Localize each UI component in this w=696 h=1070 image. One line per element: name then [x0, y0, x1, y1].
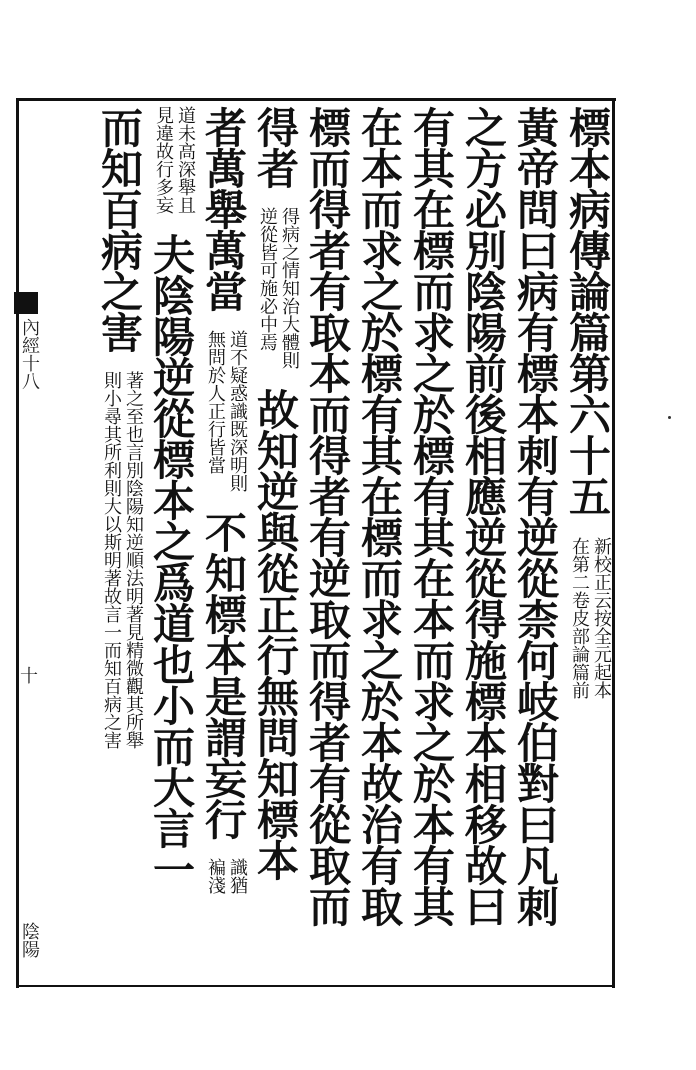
margin-page-number: 十: [20, 666, 38, 687]
text-column-8: [196, 106, 248, 981]
column-9-note-right: 道未高深舉且: [175, 106, 196, 214]
column-9-note: [150, 106, 196, 214]
column-7-note-left: 逆從皆可施必中焉: [257, 207, 278, 351]
column-8-text-b: 不知標本是謂妄行: [199, 511, 248, 839]
column-7-note: [254, 207, 300, 369]
column-9-note-left: 見違故行多妄: [153, 106, 174, 214]
column-8-note-b-left: 褊淺: [205, 858, 226, 894]
text-column-9: [144, 106, 196, 981]
fishtail-mark-icon: [14, 292, 38, 314]
text-column-3: 之方必別陰陽前後相應逆從得施標本相移故曰: [459, 106, 508, 926]
text-column-5: 在本而求之於標有其在標而求之於本故治有取: [355, 106, 404, 926]
column-10-text-a: 而知百病之害: [95, 106, 144, 352]
title-note-left: 在第二卷皮部論篇前: [569, 537, 590, 699]
column-10-note-left: 則小尋其所利則大以斯明著故言一而知百病之害: [101, 371, 122, 749]
text-column-6: 標而得者有取本而得者有逆取而得者有從取而: [303, 106, 352, 926]
column-7-text-a: 得者: [251, 106, 300, 188]
text-column-1: [560, 106, 612, 981]
column-8-note-b: [202, 858, 248, 894]
title-note-right: 新校正云按全元起本: [591, 537, 612, 699]
frame-right-rule: [612, 98, 615, 988]
margin-section-label: 陰陽: [19, 922, 40, 958]
margin-volume-label: 內經十八: [19, 318, 40, 390]
ink-dot: [668, 416, 671, 419]
column-7-note-right: 得病之情知治大體則: [279, 207, 300, 369]
column-8-note-a-right: 道不疑惑識既深明則: [227, 330, 248, 492]
text-column-7: [248, 106, 300, 981]
text-column-2: 黃帝問曰病有標本刺有逆從柰何岐伯對曰凡刺: [511, 106, 560, 926]
column-10-note: [98, 371, 144, 749]
frame-left-rule: [16, 98, 19, 988]
frame-top-rule: [16, 98, 616, 101]
frame-bottom-rule: [16, 985, 615, 987]
title-note: [566, 537, 612, 699]
column-8-text-a: 者萬舉萬當: [199, 106, 248, 311]
text-column-10: [40, 106, 144, 981]
column-8-note-b-right: 識猶: [227, 858, 248, 894]
column-8-note-a-left: 無問於人正行皆當: [205, 330, 226, 474]
column-10-note-right: 著之至也言別陰陽知逆順法明著見精微觀其所舉: [123, 371, 144, 749]
chapter-title: 標本病傳論篇第六十五: [563, 106, 612, 516]
column-8-note-a: [202, 330, 248, 492]
text-column-4: 有其在標而求之於標有其在本而求之於本有其: [407, 106, 456, 926]
column-7-text-b: 故知逆與從正行無問知標本: [251, 388, 300, 880]
column-9-text-b: 夫陰陽逆從標本之爲道也小而大言一: [147, 233, 196, 889]
